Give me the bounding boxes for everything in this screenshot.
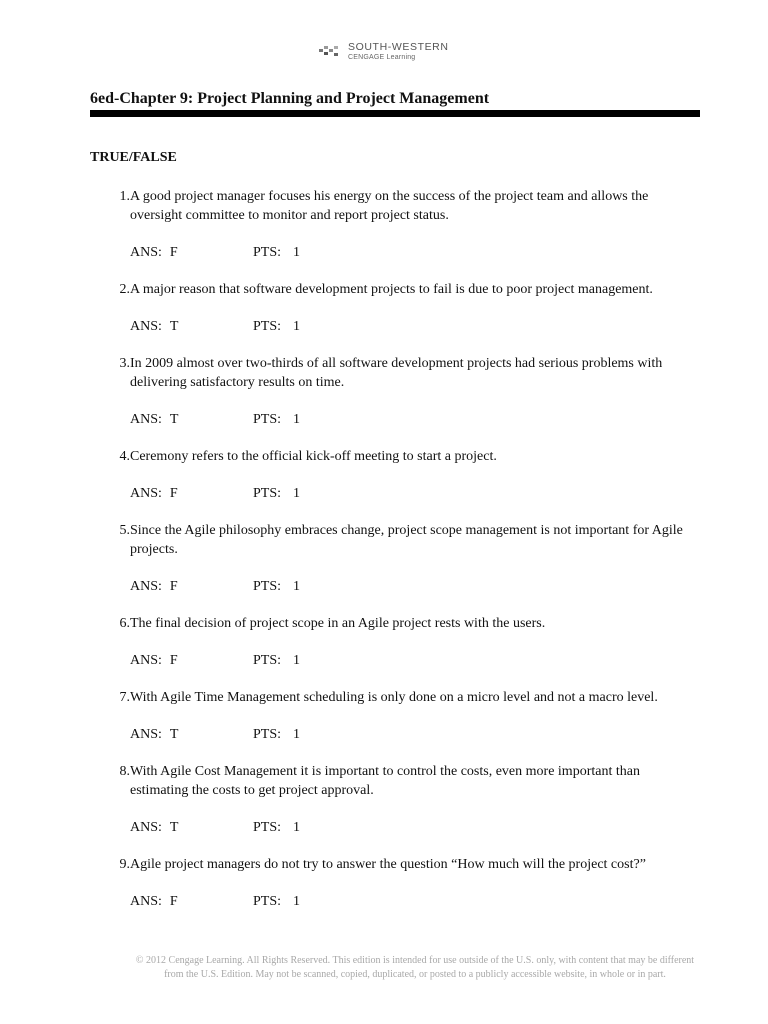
question-list: [90, 187, 700, 929]
answer-value: F: [169, 894, 178, 909]
answer-value: T: [169, 412, 179, 427]
answer-value: F: [169, 653, 178, 668]
copyright-line2: from the U.S. Edition. May not be scanned, copied, duplicated, or posted to a publicly accessible website, in whole or in part.: [164, 969, 666, 980]
pts-label: PTS:: [253, 412, 282, 427]
question-item: [90, 855, 700, 911]
ans-label: ANS:: [130, 319, 162, 334]
question-number: 4.: [119, 449, 130, 464]
question-text: The final decision of project scope in an Agile project rests with the users.: [130, 616, 546, 631]
points-value: 1: [293, 727, 301, 742]
question-number: 8.: [119, 764, 130, 779]
question-text: A good project manager focuses his energy on the success of the project team and allows the oversight committee to monitor and report project status.: [130, 189, 649, 223]
question-text: With Agile Cost Management it is important to control the costs, even more important than estimating the costs to get project approval.: [130, 764, 640, 798]
answer-row: [130, 410, 700, 429]
points-value: 1: [293, 486, 301, 501]
title-rule: [90, 110, 700, 117]
answer-value: F: [169, 486, 178, 501]
ans-label: ANS:: [130, 579, 162, 594]
question-item: [90, 354, 700, 429]
ans-label: ANS:: [130, 727, 162, 742]
answer-value: T: [169, 319, 179, 334]
answer-row: [130, 725, 700, 744]
points-value: 1: [293, 319, 301, 334]
question-number: 1.: [119, 189, 130, 204]
question-item: [90, 187, 700, 262]
question-item: [90, 521, 700, 596]
question-number: 9.: [119, 857, 130, 872]
question-number: 3.: [119, 356, 130, 371]
ans-label: ANS:: [130, 894, 162, 909]
points-value: 1: [293, 653, 301, 668]
answer-row: [130, 243, 700, 262]
question-text: Ceremony refers to the official kick-off meeting to start a project.: [130, 449, 497, 464]
question-text: In 2009 almost over two-thirds of all software development projects had serious problems with delivering satisfactory results on time.: [130, 356, 663, 390]
points-value: 1: [293, 579, 301, 594]
pts-label: PTS:: [253, 820, 282, 835]
question-text: A major reason that software development projects to fail is due to poor project management.: [130, 282, 653, 297]
answer-row: [130, 484, 700, 503]
ans-label: ANS:: [130, 245, 162, 260]
ans-label: ANS:: [130, 412, 162, 427]
question-text: Since the Agile philosophy embraces change, project scope management is not important for Agile projects.: [130, 523, 683, 557]
answer-value: T: [169, 727, 179, 742]
points-value: 1: [293, 894, 301, 909]
question-text: With Agile Time Management scheduling is only done on a micro level and not a macro level.: [130, 690, 658, 705]
pts-label: PTS:: [253, 319, 282, 334]
copyright-footer: [120, 954, 710, 982]
section-heading: TRUE/FALSE: [90, 150, 177, 165]
ans-label: ANS:: [130, 820, 162, 835]
question-item: [90, 280, 700, 336]
points-value: 1: [293, 820, 301, 835]
question-number: 7.: [119, 690, 130, 705]
ans-label: ANS:: [130, 486, 162, 501]
answer-row: [130, 892, 700, 911]
answer-value: F: [169, 579, 178, 594]
logo-line1: SOUTH-WESTERN: [348, 41, 449, 53]
answer-row: [130, 577, 700, 596]
question-text: Agile project managers do not try to answer the question “How much will the project cost?”: [130, 857, 646, 872]
copyright-line1: © 2012 Cengage Learning. All Rights Reserved. This edition is intended for use outside of the U.S. only, with content that may be different: [135, 955, 695, 966]
ans-label: ANS:: [130, 653, 162, 668]
question-item: [90, 447, 700, 503]
pts-label: PTS:: [253, 894, 282, 909]
pts-label: PTS:: [253, 245, 282, 260]
answer-value: F: [169, 245, 178, 260]
points-value: 1: [293, 412, 301, 427]
pts-label: PTS:: [253, 653, 282, 668]
question-number: 5.: [119, 523, 130, 538]
question-item: [90, 762, 700, 837]
pts-label: PTS:: [253, 486, 282, 501]
answer-row: [130, 651, 700, 670]
cengage-logo-icon: [318, 44, 344, 58]
pts-label: PTS:: [253, 579, 282, 594]
points-value: 1: [293, 245, 301, 260]
logo-line2: CENGAGE Learning: [348, 53, 416, 61]
answer-row: [130, 818, 700, 837]
question-number: 6.: [119, 616, 130, 631]
answer-row: [130, 317, 700, 336]
answer-value: T: [169, 820, 179, 835]
question-number: 2.: [119, 282, 130, 297]
publisher-logo: [318, 42, 449, 61]
question-item: [90, 614, 700, 670]
pts-label: PTS:: [253, 727, 282, 742]
question-item: [90, 688, 700, 744]
document-title: 6ed-Chapter 9: Project Planning and Project Management: [90, 90, 490, 107]
